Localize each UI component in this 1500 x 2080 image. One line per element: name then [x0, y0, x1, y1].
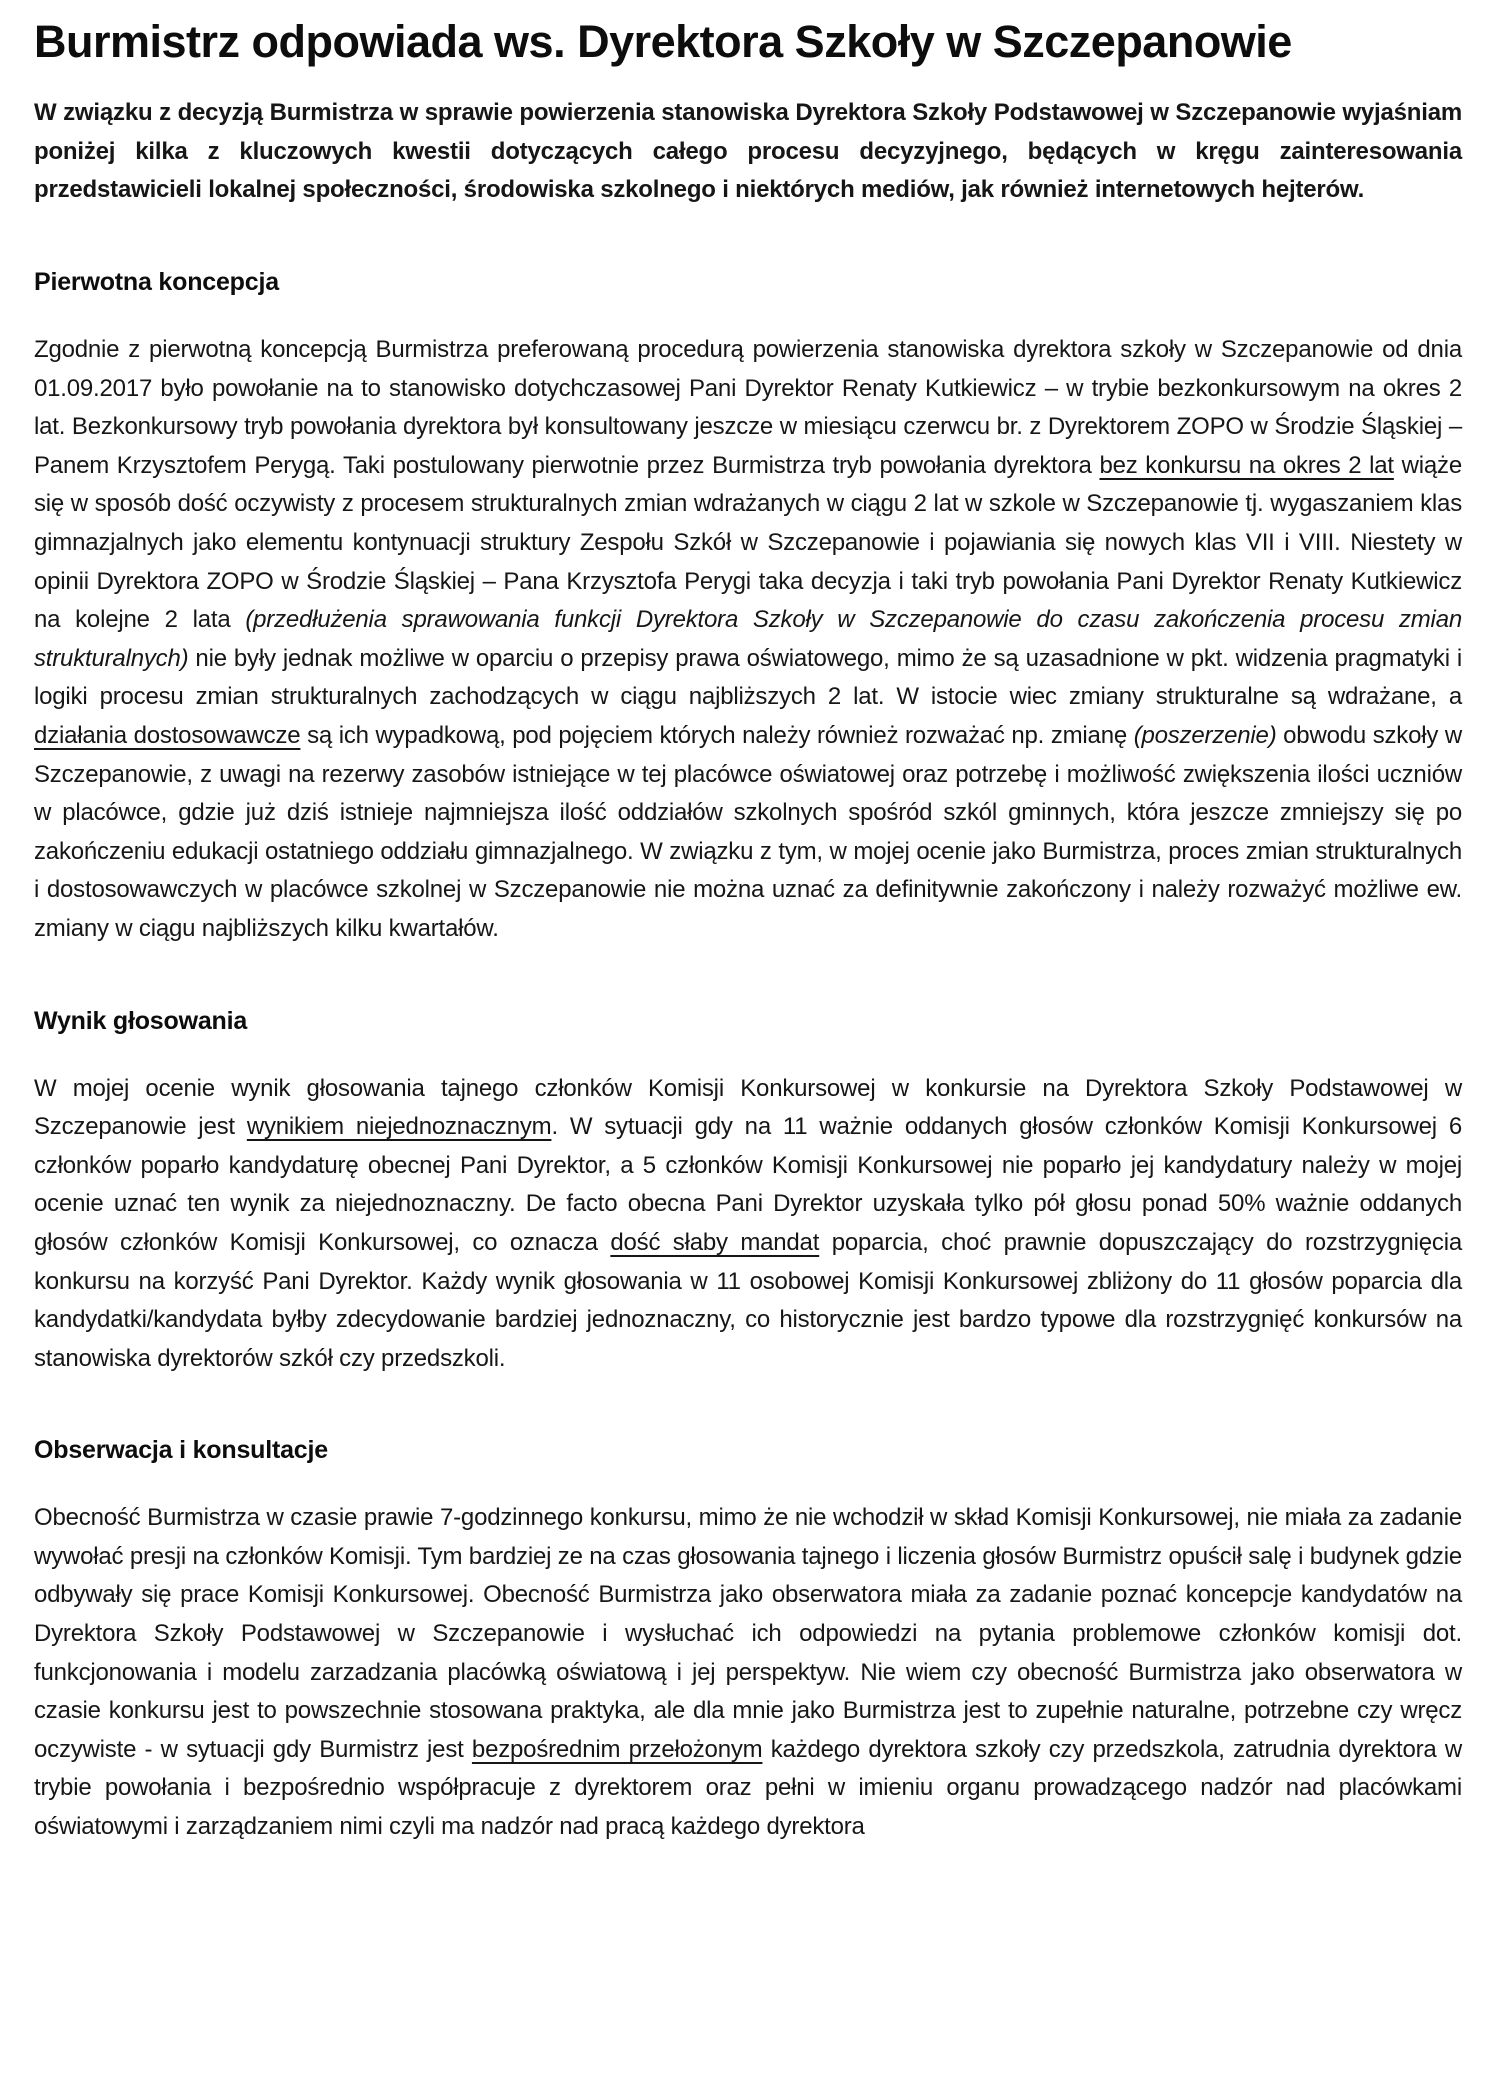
text-run: bez konkursu na okres 2 lat [1099, 451, 1394, 479]
text-run: (przedłużenia sprawowania funkcji Dyrektora Szkoły w Szczepanowie do czasu zakończenia procesu zmian strukturalnych) [34, 606, 1462, 672]
text-run: W mojej ocenie wynik głosowania tajnego członków Komisji Konkursowej w konkursie na Dyrektora Szkoły Podstawowej w Szczepanowie jest [34, 1074, 1462, 1141]
text-run: każdego dyrektora szkoły czy przedszkola, zatrudnia dyrektora w trybie powołania i bezpośrednio współpracuje z dyrektorem oraz pełni w imieniu organu prowadzącego nadzór nad placówkami oświatowymi i zarządzaniem nimi czyli ma nadzór nad pracą każdego dyrektora [34, 1735, 1462, 1841]
text-run: Obecność Burmistrza w czasie prawie 7-godzinnego konkursu, mimo że nie wchodził w skład Komisji Konkursowej, nie miała za zadanie wywołać presji na członków Komisji. Tym bardziej ze na czas głosowania tajnego i liczenia głosów Burmistrz opuścił salę i budynek gdzie odbywały się prace Komisji Konkursowej. Obecność Burmistrza jako obserwatora miała za zadanie poznać koncepcje kandydatów na Dyrektora Szkoły Podstawowej w Szczepanowie i wysłuchać ich odpowiedzi na pytania problemowe członków komisji dot. funkcjonowania i modelu zarzadzania placówką oświatową i jej perspektyw. Nie wiem czy obecność Burmistrza jako obserwatora w czasie konkursu jest to powszechnie stosowana praktyka, ale dla mnie jako Burmistrza jest to zupełnie naturalne, potrzebne czy wręcz oczywiste - w sytuacji gdy Burmistrz jest [34, 1504, 1462, 1763]
section-heading-pierwotna-koncepcja: Pierwotna koncepcja [34, 268, 279, 297]
text-run: wynikiem niejednoznacznym [246, 1113, 552, 1141]
section-paragraph-obserwacja-i-konsultacje [34, 1499, 1462, 1846]
section-heading-wynik-glosowania: Wynik głosowania [34, 1006, 248, 1035]
section-obserwacja-i-konsultacje [34, 1436, 1462, 1846]
intro-paragraph: W związku z decyzją Burmistrza w sprawie powierzenia stanowiska Dyrektora Szkoły Podstawowej w Szczepanowie wyjaśniam poniżej kilka z kluczowych kwestii dotyczących całego procesu decyzyjnego, będących w kręgu zainteresowania przedstawicieli lokalnej społeczności, środowiska szkolnego i niektórych mediów, jak również internetowych hejterów. [34, 99, 1462, 204]
document-title: Burmistrz odpowiada ws. Dyrektora Szkoły w Szczepanowie [34, 16, 1292, 67]
text-run: dość słaby mandat [610, 1228, 820, 1256]
text-run: nie były jednak możliwe w oparciu o przepisy prawa oświatowego, mimo że są uzasadnione w pkt. widzenia pragmatyki i logiki procesu zmian strukturalnych zachodzących w ciągu najbliższych 2 lat. W istocie wiec zmiany strukturalne są wdrażane, a [34, 644, 1462, 711]
section-heading-obserwacja-i-konsultacje: Obserwacja i konsultacje [34, 1436, 328, 1465]
text-run: Zgodnie z pierwotną koncepcją Burmistrza preferowaną procedurą powierzenia stanowiska dyrektora szkoły w Szczepanowie od dnia 01.09.2017 było powołanie na to stanowisko dotychczasowej Pani Dyrektor Renaty Kutkiewicz – w trybie bezkonkursowym na okres 2 lat. Bezkonkursowy tryb powołania dyrektora był konsultowany jeszcze w miesiącu czerwcu br. z Dyrektorem ZOPO w Środzie Śląskiej – Panem Krzysztofem Perygą. Taki postulowany pierwotnie przez Burmistrza tryb powołania dyrektora [34, 336, 1462, 479]
text-run: obwodu szkoły w Szczepanowie, z uwagi na rezerwy zasobów istniejące w tej placówce oświatowej oraz potrzebę i możliwość zwiększenia ilości uczniów w placówce, gdzie już dziś istnieje najmniejsza ilość oddziałów szkolnych spośród szkól gminnych, która jeszcze zmniejszy się po zakończeniu edukacji ostatniego oddziału gimnazjalnego. W związku z tym, w mojej ocenie jako Burmistrza, proces zmian strukturalnych i dostosowawczych w placówce szkolnej w Szczepanowie nie można uznać za definitywnie zakończony i należy rozważyć możliwe ew. zmiany w ciągu najbliższych kilku kwartałów. [34, 721, 1462, 942]
text-run: są ich wypadkową, pod pojęciem których należy również rozważać np. zmianę [300, 721, 1134, 749]
text-run: wiąże się w sposób dość oczywisty z procesem strukturalnych zmian wdrażanych w ciągu 2 lat w szkole w Szczepanowie tj. wygaszaniem klas gimnazjalnych jako elementu kontynuacji struktury Zespołu Szkół w Szczepanowie i pojawiania się nowych klas VII i VIII. Niestety w opinii Dyrektora ZOPO w Środzie Śląskiej – Pana Krzysztofa Perygi taka decyzja i taki tryb powołania Pani Dyrektor Renaty Kutkiewicz na kolejne 2 lata [34, 451, 1463, 634]
section-paragraph-wynik-glosowania [34, 1070, 1462, 1379]
text-run: działania dostosowawcze [34, 721, 301, 749]
text-run: (poszerzenie) [1133, 721, 1277, 749]
section-pierwotna-koncepcja [34, 268, 1462, 949]
text-run: . W sytuacji gdy na 11 ważnie oddanych głosów członków Komisji Konkursowej 6 członków poparło kandydaturę obecnej Pani Dyrektor, a 5 członków Komisji Konkursowej nie poparło jej kandydatury należy w mojej ocenie uznać ten wynik za niejednoznaczny. De facto obecna Pani Dyrektor uzyskała tylko pół głosu ponad 50% ważnie oddanych głosów członków Komisji Konkursowej, co oznacza [34, 1113, 1462, 1256]
text-run: poparcia, choć prawnie dopuszczający do rozstrzygnięcia konkursu na korzyść Pani Dyrektor. Każdy wynik głosowania w 11 osobowej Komisji Konkursowej zbliżony do 11 głosów poparcia dla kandydatki/kandydata byłby zdecydowanie bardziej jednoznaczny, co historycznie jest bardzo typowe dla rozstrzygnięć konkursów na stanowiska dyrektorów szkół czy przedszkoli. [34, 1228, 1462, 1372]
text-run: bezpośrednim przełożonym [471, 1735, 763, 1763]
section-paragraph-pierwotna-koncepcja [34, 331, 1462, 949]
section-wynik-glosowania [34, 1007, 1462, 1379]
